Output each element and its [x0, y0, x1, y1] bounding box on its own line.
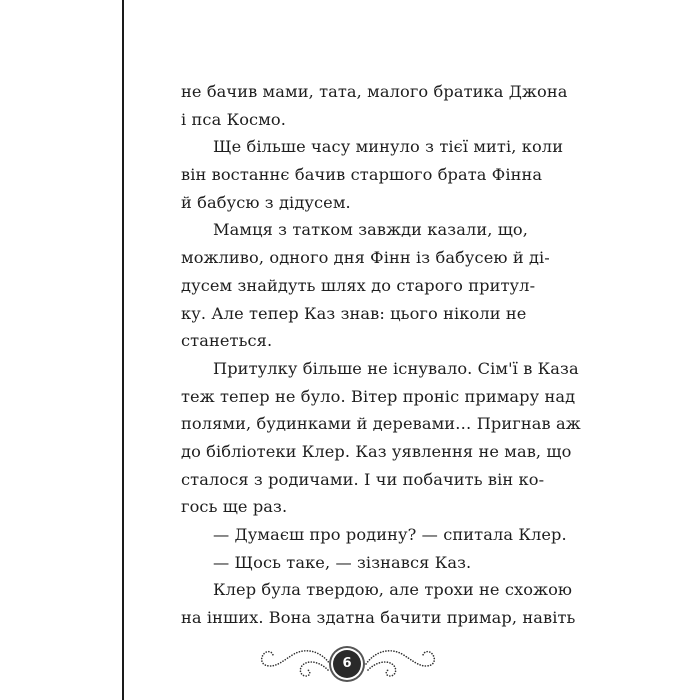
text-line: станеться.: [181, 331, 273, 351]
text-line: ку. Але тепер Каз знав: цього ніколи не: [181, 303, 527, 323]
text-line: до бібліотеки Клер. Каз уявлення не мав, що: [181, 441, 572, 461]
text-line: й бабусю з дідусем.: [181, 192, 351, 212]
page-body-text: [181, 78, 581, 632]
text-line: Клер була твердою, але трохи не схожою: [213, 580, 573, 600]
text-line: дусем знайдуть шлях до старого притул-: [181, 275, 536, 295]
page-number-badge: 6: [333, 650, 361, 678]
text-line: він востаннє бачив старшого брата Фінна: [181, 165, 543, 185]
text-line: можливо, одного дня Фінн із бабусею й ді-: [181, 248, 550, 268]
text-line: гось ще раз.: [181, 497, 288, 517]
text-line: Ще більше часу минуло з тієї миті, коли: [213, 137, 564, 157]
text-line: Мамця з татком завжди казали, що,: [213, 220, 528, 240]
text-line: не бачив мами, тата, малого братика Джона: [181, 82, 568, 101]
text-line: на інших. Вона здатна бачити примар, навіть: [181, 608, 576, 628]
dialogue-line: — Думаєш про родину? — спитала Клер.: [213, 525, 567, 544]
text-line: сталося з родичами. І чи побачить він ко-: [181, 469, 545, 489]
text-line: полями, будинками й деревами… Пригнав аж: [181, 414, 581, 434]
page-spine-line: [122, 0, 124, 700]
text-line: і пса Космо.: [181, 109, 286, 129]
text-line: теж тепер не було. Вітер проніс примару над: [181, 386, 576, 406]
text-line: Притулку більше не існувало. Сім'ї в Каза: [213, 358, 579, 378]
dialogue-line: — Щось таке, — зізнався Каз.: [213, 552, 472, 572]
